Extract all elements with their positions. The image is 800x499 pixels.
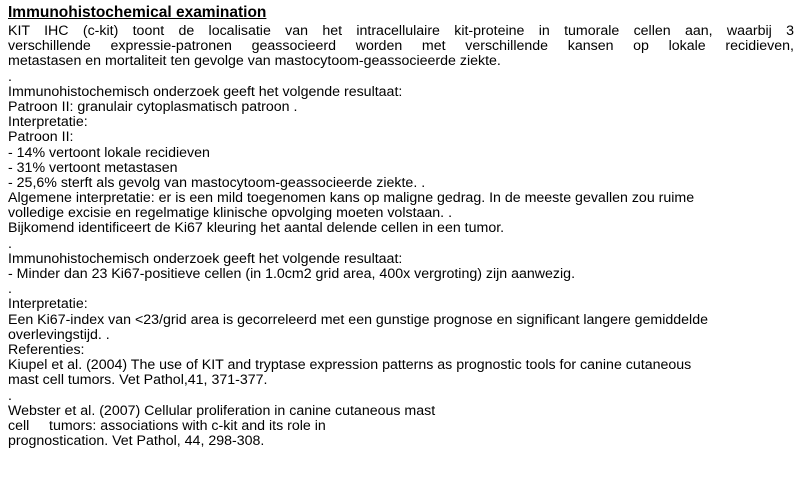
report-document	[8, 2, 794, 449]
list-item: - 14% vertoont lokale recidieven	[8, 144, 210, 161]
general-interpretation-line-2: volledige excisie en regelmatige klinische opvolging moeten volstaan. .	[8, 205, 453, 222]
result-intro: Immunohistochemisch onderzoek geeft het volgende resultaat:	[8, 250, 403, 267]
list-item: - 25,6% sterft als gevolg van mastocytoom-geassocieerde ziekte. .	[8, 174, 426, 191]
reference-2-line-2: cell tumors: associations with c-kit and its role in	[8, 417, 326, 434]
ki67-interpretation-line-2: overlevingstijd. .	[8, 326, 110, 343]
references-label: Referenties:	[8, 341, 85, 358]
separator-dot: .	[8, 387, 12, 404]
interpretation-label: Interpretatie:	[8, 296, 88, 313]
list-item: - 31% vertoont metastasen	[8, 159, 178, 176]
result-intro: Immunohistochemisch onderzoek geeft het volgende resultaat:	[8, 83, 403, 100]
section-heading: Immunohistochemical examination	[8, 4, 267, 21]
pattern-result: Patroon II: granulair cytoplasmatisch patroon .	[8, 98, 298, 115]
reference-2-line-1: Webster et al. (2007) Cellular proliferation in canine cutaneous mast	[8, 402, 436, 419]
ki67-intro: Bijkomend identificeert de Ki67 kleuring het aantal delende cellen in een tumor.	[8, 220, 505, 237]
general-interpretation-line-1: Algemene interpretatie: er is een mild toegenomen kans op maligne gedrag. In de meeste gevallen zou ruime	[8, 190, 695, 207]
separator-dot: .	[8, 281, 12, 298]
intro-line-1: KIT IHC (c-kit) toont de localisatie van het intracellulaire kit-proteine in tumorale cellen aan, waarbij 3	[8, 23, 794, 39]
interpretation-label: Interpretatie:	[8, 114, 88, 131]
reference-1-line-1: Kiupel et al. (2004) The use of KIT and tryptase expression patterns as prognostic tools for canine cutaneous	[8, 357, 692, 374]
separator-dot: .	[8, 235, 12, 252]
reference-1-line-2: mast cell tumors. Vet Pathol,41, 371-377.	[8, 372, 268, 389]
pattern-label: Patroon II:	[8, 129, 74, 146]
intro-line-2: verschillende expressie-patronen geassocieerd worden met verschillende kansen op lokale recidieven,	[8, 38, 794, 55]
separator-dot: .	[8, 68, 12, 85]
ki67-interpretation-line-1: Een Ki67-index van <23/grid area is gecorreleerd met een gunstige prognose en significant langere gemiddelde	[8, 311, 708, 328]
intro-line-3: metastasen en mortaliteit ten gevolge van mastocytoom-geassocieerde ziekte.	[8, 53, 501, 70]
ki67-result: - Minder dan 23 Ki67-positieve cellen (in 1.0cm2 grid area, 400x vergroting) zijn aanwezig.	[8, 266, 576, 282]
reference-2-line-3: prognostication. Vet Pathol, 44, 298-308.	[8, 433, 265, 450]
